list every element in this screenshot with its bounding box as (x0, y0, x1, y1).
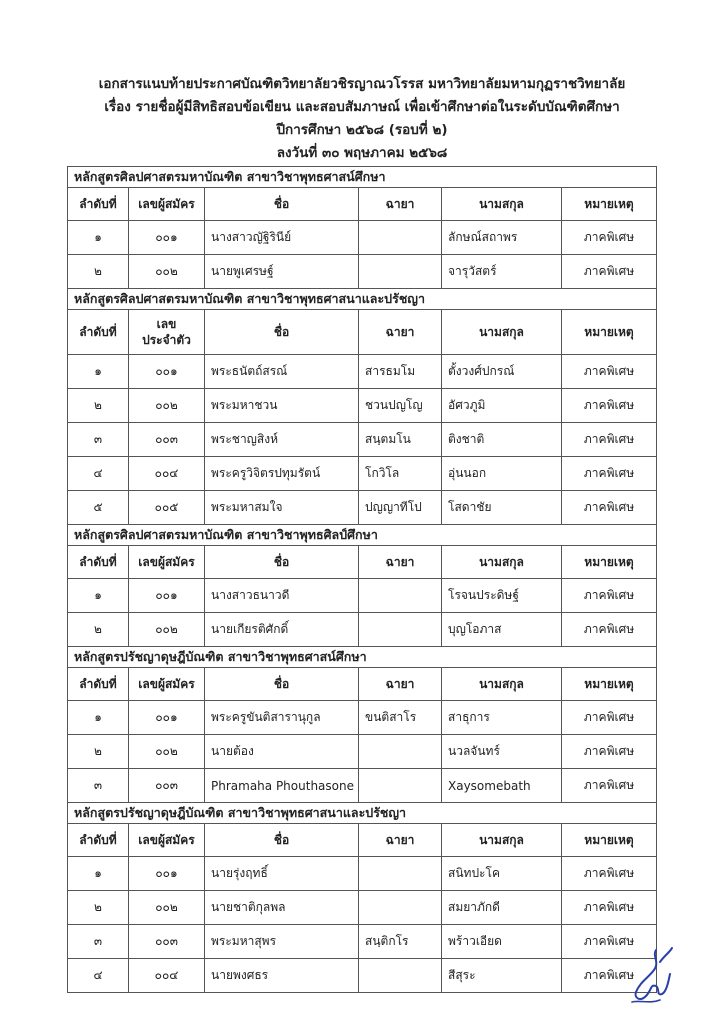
remark-cell: ภาคพิเศษ (562, 891, 657, 925)
monastic-name-cell: สนฺติกโร (359, 925, 442, 959)
remark-header: หมายเหตุ (562, 310, 657, 355)
applicant-number-cell: ๐๐๓ (129, 769, 205, 803)
order-cell: ๔ (68, 959, 129, 993)
section-title-row (68, 525, 657, 546)
applicant-number-cell: ๐๐๓ (129, 423, 205, 457)
order-cell: ๑ (68, 355, 129, 389)
table-row (68, 355, 657, 389)
remark-cell: ภาคพิเศษ (562, 959, 657, 993)
monastic-name-cell (359, 613, 442, 647)
monastic-name-cell (359, 255, 442, 289)
surname-cell: พร้าวเอียด (442, 925, 562, 959)
order-cell: ๒ (68, 613, 129, 647)
applicant-number-cell: ๐๐๑ (129, 701, 205, 735)
applicant-number-cell: ๐๐๓ (129, 925, 205, 959)
order-header: ลำดับที่ (68, 668, 129, 701)
remark-header: หมายเหตุ (562, 188, 657, 221)
surname-cell: โสดาชัย (442, 491, 562, 525)
applicant-number-cell: ๐๐๒ (129, 735, 205, 769)
name-cell: นางสาวญัฐิรินีย์ (205, 221, 359, 255)
surname-cell: อัศวภูมิ (442, 389, 562, 423)
remark-cell: ภาคพิเศษ (562, 457, 657, 491)
table-row (68, 613, 657, 647)
name-header: ชื่อ (205, 546, 359, 579)
monastic-name-cell (359, 579, 442, 613)
surname-cell: ลักษณ์สถาพร (442, 221, 562, 255)
applicant-number-cell: ๐๐๒ (129, 613, 205, 647)
applicant-number-cell: ๐๐๑ (129, 221, 205, 255)
remark-cell: ภาคพิเศษ (562, 925, 657, 959)
order-header: ลำดับที่ (68, 546, 129, 579)
name-cell: นายต้อง (205, 735, 359, 769)
applicant-number-cell: ๐๐๑ (129, 857, 205, 891)
monastic-name-cell: สารธมโม (359, 355, 442, 389)
name-cell: พระมหาสุพร (205, 925, 359, 959)
table-row (68, 891, 657, 925)
monastic-name-cell: ชวนปญโญ (359, 389, 442, 423)
table-row (68, 735, 657, 769)
header-line-2: เรื่อง รายชื่อผู้มีสิทธิสอบข้อเขียน และสอบสัมภาษณ์ เพื่อเข้าศึกษาต่อในระดับบัณฑิตศึกษา (104, 99, 620, 115)
surname-cell: อุ่นนอก (442, 457, 562, 491)
surname-cell: สีสุระ (442, 959, 562, 993)
order-header: ลำดับที่ (68, 310, 129, 355)
remark-cell: ภาคพิเศษ (562, 857, 657, 891)
order-header: ลำดับที่ (68, 188, 129, 221)
monastic-name-header: ฉายา (359, 310, 442, 355)
monastic-name-header: ฉายา (359, 668, 442, 701)
header-line-3: ปีการศึกษา ๒๕๖๘ (รอบที่ ๒) (276, 122, 448, 138)
surname-cell: สนิทปะโค (442, 857, 562, 891)
order-cell: ๑ (68, 857, 129, 891)
order-cell: ๓ (68, 423, 129, 457)
surname-header: นามสกุล (442, 310, 562, 355)
monastic-name-cell (359, 891, 442, 925)
surname-cell: สมยาภักดี (442, 891, 562, 925)
name-cell: นายชาติกุลพล (205, 891, 359, 925)
remark-header: หมายเหตุ (562, 668, 657, 701)
monastic-name-cell: โกวิโล (359, 457, 442, 491)
table-row (68, 491, 657, 525)
name-cell: พระครูขันติสารานุกูล (205, 701, 359, 735)
table-row (68, 221, 657, 255)
applicant-number-cell: ๐๐๒ (129, 255, 205, 289)
table-row (68, 857, 657, 891)
section-title: หลักสูตรศิลปศาสตรมหาบัณฑิต สาขาวิชาพุทธศาสน์ศึกษา (68, 167, 657, 188)
applicant-number-cell: ๐๐๑ (129, 579, 205, 613)
table-row (68, 959, 657, 993)
name-cell: พระธนัตถ์สรณ์ (205, 355, 359, 389)
section-title: หลักสูตรศิลปศาสตรมหาบัณฑิต สาขาวิชาพุทธศาสนาและปรัชญา (68, 289, 657, 310)
name-cell: นายรุ่งฤทธิ์ (205, 857, 359, 891)
order-cell: ๕ (68, 491, 129, 525)
name-cell: พระชาญสิงห์ (205, 423, 359, 457)
remark-cell: ภาคพิเศษ (562, 423, 657, 457)
name-cell: นายพูเศรษฐ์ (205, 255, 359, 289)
remark-header: หมายเหตุ (562, 546, 657, 579)
monastic-name-header: ฉายา (359, 824, 442, 857)
surname-cell: สาธุการ (442, 701, 562, 735)
name-header: ชื่อ (205, 188, 359, 221)
section-title: หลักสูตรปรัชญาดุษฎีบัณฑิต สาขาวิชาพุทธศาสน์ศึกษา (68, 647, 657, 668)
column-header-row (68, 188, 657, 221)
applicant-number-cell: ๐๐๒ (129, 389, 205, 423)
order-cell: ๒ (68, 735, 129, 769)
applicant-number-cell: ๐๐๔ (129, 457, 205, 491)
order-cell: ๓ (68, 925, 129, 959)
surname-cell: ตั้งวงศ์ปกรณ์ (442, 355, 562, 389)
name-cell: พระมหาสมใจ (205, 491, 359, 525)
header-line-4: ลงวันที่ ๓๐ พฤษภาคม ๒๕๖๘ (276, 145, 448, 161)
applicant-number-cell: ๐๐๕ (129, 491, 205, 525)
table-row (68, 925, 657, 959)
order-cell: ๒ (68, 389, 129, 423)
applicant-number-cell: ๐๐๔ (129, 959, 205, 993)
order-cell: ๑ (68, 221, 129, 255)
handwritten-signature (626, 944, 674, 1010)
surname-header: นามสกุล (442, 824, 562, 857)
name-cell: พระครูวิจิตรปทุมรัตน์ (205, 457, 359, 491)
order-cell: ๔ (68, 457, 129, 491)
column-header-row (68, 310, 657, 355)
column-header-row (68, 668, 657, 701)
remark-cell: ภาคพิเศษ (562, 701, 657, 735)
name-header: ชื่อ (205, 668, 359, 701)
surname-cell: Xaysomebath (442, 769, 562, 803)
order-cell: ๓ (68, 769, 129, 803)
remark-cell: ภาคพิเศษ (562, 491, 657, 525)
monastic-name-cell (359, 769, 442, 803)
surname-cell: โรจนประดิษฐ์ (442, 579, 562, 613)
table-row (68, 423, 657, 457)
remark-cell: ภาคพิเศษ (562, 355, 657, 389)
name-cell: พระมหาชวน (205, 389, 359, 423)
name-header: ชื่อ (205, 310, 359, 355)
monastic-name-cell: ขนติสาโร (359, 701, 442, 735)
section-title: หลักสูตรปรัชญาดุษฎีบัณฑิต สาขาวิชาพุทธศาสนาและปรัชญา (68, 803, 657, 824)
remark-cell: ภาคพิเศษ (562, 221, 657, 255)
monastic-name-cell (359, 735, 442, 769)
monastic-name-cell (359, 959, 442, 993)
section-title-row (68, 647, 657, 668)
applicant-table (67, 166, 657, 993)
remark-cell: ภาคพิเศษ (562, 613, 657, 647)
table-row (68, 457, 657, 491)
column-header-row (68, 546, 657, 579)
remark-cell: ภาคพิเศษ (562, 389, 657, 423)
surname-header: นามสกุล (442, 546, 562, 579)
section-title-row (68, 803, 657, 824)
order-cell: ๒ (68, 255, 129, 289)
order-cell: ๑ (68, 579, 129, 613)
name-cell: นายเกียรติศักดิ์ (205, 613, 359, 647)
monastic-name-cell: ปญญาทีโป (359, 491, 442, 525)
surname-cell: จารุวัสตร์ (442, 255, 562, 289)
order-cell: ๒ (68, 891, 129, 925)
applicant-number-cell: ๐๐๑ (129, 355, 205, 389)
surname-cell: นวลจันทร์ (442, 735, 562, 769)
monastic-name-header: ฉายา (359, 188, 442, 221)
section-title: หลักสูตรศิลปศาสตรมหาบัณฑิต สาขาวิชาพุทธศิลป์ศึกษา (68, 525, 657, 546)
table-row (68, 255, 657, 289)
section-title-row (68, 289, 657, 310)
name-cell: นางสาวธนาวดี (205, 579, 359, 613)
section-title-row (68, 167, 657, 188)
name-cell: นายพงศธร (205, 959, 359, 993)
remark-header: หมายเหตุ (562, 824, 657, 857)
monastic-name-cell (359, 221, 442, 255)
applicant-number-header: เลขผู้สมัคร (129, 546, 205, 579)
applicant-number-header: เลข ประจำตัว (129, 310, 205, 355)
table-row (68, 701, 657, 735)
monastic-name-header: ฉายา (359, 546, 442, 579)
remark-cell: ภาคพิเศษ (562, 255, 657, 289)
remark-cell: ภาคพิเศษ (562, 735, 657, 769)
table-row (68, 579, 657, 613)
remark-cell: ภาคพิเศษ (562, 769, 657, 803)
remark-cell: ภาคพิเศษ (562, 579, 657, 613)
column-header-row (68, 824, 657, 857)
document-header (0, 73, 724, 165)
surname-header: นามสกุล (442, 668, 562, 701)
monastic-name-cell (359, 857, 442, 891)
applicant-number-header: เลขผู้สมัคร (129, 824, 205, 857)
table-row (68, 769, 657, 803)
order-header: ลำดับที่ (68, 824, 129, 857)
surname-header: นามสกุล (442, 188, 562, 221)
order-cell: ๑ (68, 701, 129, 735)
name-header: ชื่อ (205, 824, 359, 857)
applicant-number-cell: ๐๐๒ (129, 891, 205, 925)
surname-cell: ติงชาติ (442, 423, 562, 457)
applicant-number-header: เลขผู้สมัคร (129, 188, 205, 221)
surname-cell: บุญโอภาส (442, 613, 562, 647)
header-line-1: เอกสารแนบท้ายประกาศบัณฑิตวิทยาลัยวชิรญาณวโรรส มหาวิทยาลัยมหามกุฏราชวิทยาลัย (98, 76, 626, 92)
table-row (68, 389, 657, 423)
applicant-number-header: เลขผู้สมัคร (129, 668, 205, 701)
monastic-name-cell: สนฺตมโน (359, 423, 442, 457)
name-cell: Phramaha Phouthasone (205, 769, 359, 803)
